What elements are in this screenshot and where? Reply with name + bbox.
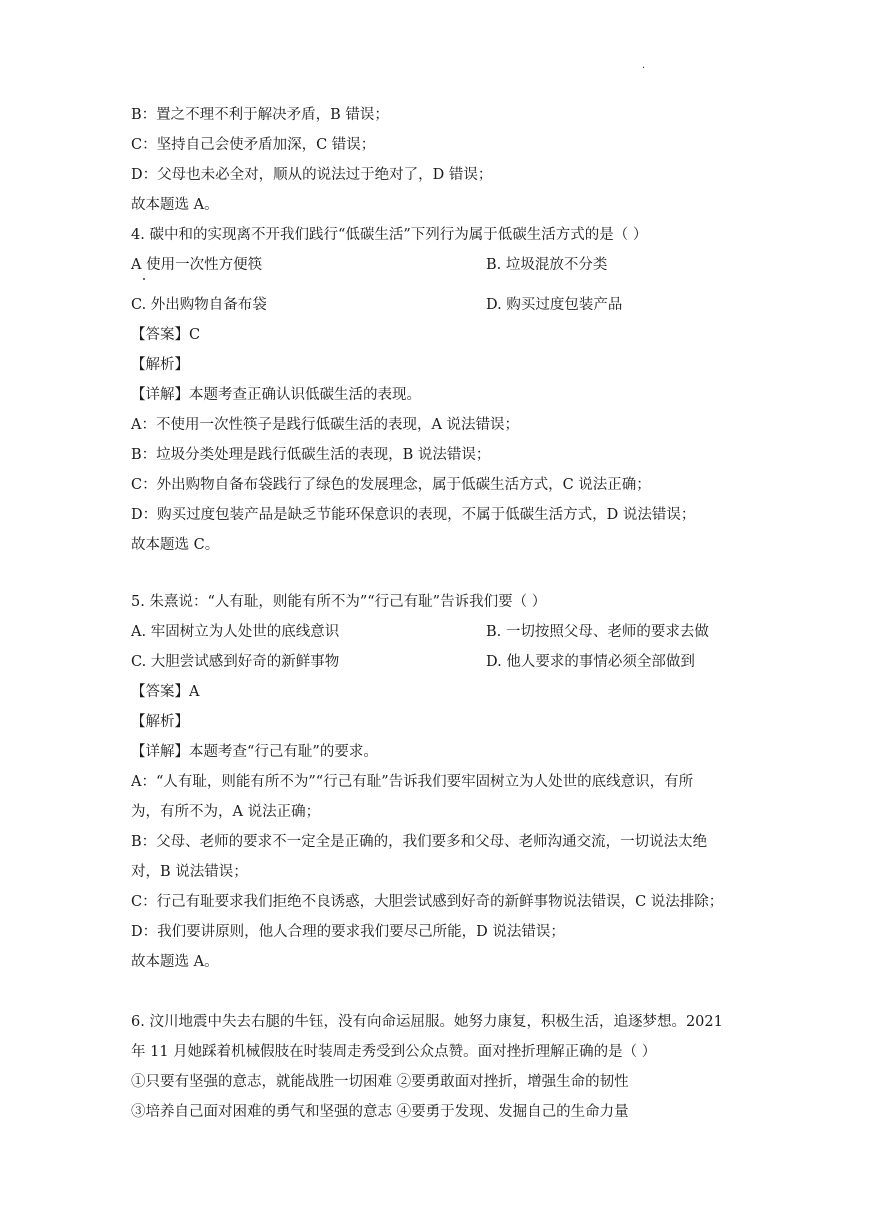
question-6-stem-cont: 年 11 月她踩着机械假肢在时装周走秀受到公众点赞。面对挫折理解正确的是（ ） [131, 1044, 657, 1060]
text-line: C：坚持自己会使矛盾加深，C 错误； [131, 137, 376, 153]
question-5-stem: 5. 朱熹说：“人有耻，则能有所不为”“行己有耻”告诉我们要（ ） [131, 594, 547, 610]
q6-statements-1: ①只要有坚强的意志，就能战胜一切困难 ②要勇敢面对挫折，增强生命的韧性 [131, 1074, 629, 1090]
analysis-label: 【解析】 [131, 357, 189, 373]
q5-option-d: D. 他人要求的事情必须全部做到 [486, 654, 695, 670]
text-line: C：外出购物自备布袋践行了绿色的发展理念，属于低碳生活方式，C 说法正确； [131, 477, 651, 493]
detail-line: 【详解】本题考查“行己有耻”的要求。 [131, 744, 378, 760]
analysis-label: 【解析】 [131, 714, 189, 730]
text-line: D：我们要讲原则，他人合理的要求我们要尽己所能，D 说法错误； [131, 924, 565, 940]
q5-option-b: B. 一切按照父母、老师的要求去做 [486, 624, 709, 640]
text-line: 故本题选 A。 [131, 954, 219, 970]
text-line: B：置之不理不利于解决矛盾，B 错误； [131, 107, 389, 123]
text-line: B：父母、老师的要求不一定全是正确的，我们要多和父母、老师沟通交流，一切说法太绝 [131, 834, 708, 850]
text-line: A：“人有耻，则能有所不为”“行己有耻”告诉我们要牢固树立为人处世的底线意识，有所 [131, 774, 694, 790]
q6-statements-2: ③培养自己面对困难的勇气和坚强的意志 ④要勇于发现、发掘自己的生命力量 [131, 1104, 629, 1120]
text-line: B：垃圾分类处理是践行低碳生活的表现，B 说法错误； [131, 447, 491, 463]
q5-option-c: C. 大胆尝试感到好奇的新鲜事物 [131, 654, 340, 670]
text-line: 为，有所不为，A 说法正确； [131, 804, 321, 820]
text-line: D：父母也未必全对，顺从的说法过于绝对了，D 错误； [131, 167, 493, 183]
question-4-stem: 4. 碳中和的实现离不开我们践行“低碳生活”下列行为属于低碳生活方式的是（ ） [131, 227, 648, 243]
q4-option-a: A 使用一次性方便筷 [131, 257, 263, 273]
detail-line: 【详解】本题考查正确认识低碳生活的表现。 [131, 387, 421, 403]
answer-label: 【答案】C [131, 327, 201, 343]
text-line: 对，B 说法错误； [131, 864, 248, 880]
text-line: 故本题选 A。 [131, 197, 219, 213]
mark-dot [143, 278, 145, 280]
q4-option-b: B. 垃圾混放不分类 [486, 257, 608, 273]
text-line: 故本题选 C。 [131, 537, 220, 553]
page-mark: . [642, 60, 646, 71]
text-line: D：购买过度包装产品是缺乏节能环保意识的表现，不属于低碳生活方式，D 说法错误； [131, 507, 696, 523]
q5-option-a: A. 牢固树立为人处世的底线意识 [131, 624, 340, 640]
question-6-stem: 6. 汶川地震中失去右腿的牛钰，没有向命运屈服。她努力康复，积极生活，追逐梦想。2021 [131, 1014, 723, 1030]
answer-label: 【答案】A [131, 684, 200, 700]
q4-option-d: D. 购买过度包装产品 [486, 297, 623, 313]
text-line: C：行己有耻要求我们拒绝不良诱惑，大胆尝试感到好奇的新鲜事物说法错误，C 说法排除； [131, 894, 724, 910]
text-line: A：不使用一次性筷子是践行低碳生活的表现，A 说法错误； [131, 417, 520, 433]
q4-option-c: C. 外出购物自备布袋 [131, 297, 267, 313]
